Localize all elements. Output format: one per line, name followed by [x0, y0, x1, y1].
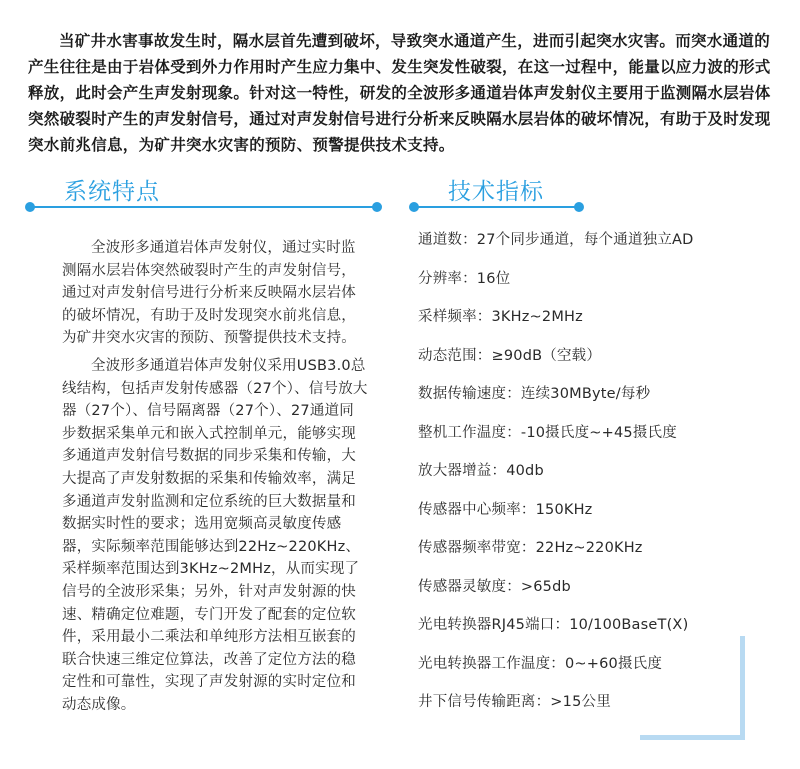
spec-item: 传感器频率带宽：22Hz~220KHz [418, 540, 643, 556]
spec-item: 放大器增益：40db [418, 463, 544, 479]
features-paragraph-2-text: 全波形多通道岩体声发射仪采用USB3.0总线结构，包括声发射传感器（27个）、信号放大器（27个）、信号隔离器（27个）、27通道同步数据采集单元和嵌入式控制单元，能够实现多通道声发射信号数据的同步采集和传输，大大提高了声发射数据的采集和传输效率，满足多通道声发射监测和定位系统的巨大数据量和数据实时性的要求；选用宽频高灵敏度传感器，实际频率范围能够达到22Hz~220KHz、采样频率范围达到3KHz~2MHz，从而实现了信号的全波形采集；另外，针对声发射源的快速、精确定位难题，专门开发了配套的定位软件，采用最小二乘法和单纯形方法相互嵌套的联合快速三维定位算法，改善了定位方法的稳定性和可靠性，实现了声发射源的实时定位和动态成像。 [62, 358, 368, 713]
spec-item: 传感器中心频率：150KHz [418, 501, 593, 518]
intro-paragraph: 当矿井水害事故发生时，隔水层首先遭到破坏，导致突水通道产生，进而引起突水灾害。而突水通道的产生往往是由于岩体受到外力作用时产生应力集中、发生突发性破裂，在这一过程中，能量以应力波的形式释放，此时会产生声发射现象。针对这一特性，研发的全波形多通道岩体声发射仪主要用于监测隔水层岩体突然破裂时产生的声发射信号，通过对声发射信号进行分析来反映隔水层岩体的破坏情况，有助于及时发现突水前兆信息，为矿井突水灾害的预防、预警提供技术支持。 [28, 32, 771, 154]
features-paragraph-1-text: 全波形多通道岩体声发射仪，通过实时监测隔水层岩体突然破裂时产生的声发射信号，通过对声发射信号进行分析来反映隔水层岩体的破坏情况，有助于及时发现突水前兆信息，为矿井突水灾害的预防、预警提供技术支持。 [62, 240, 356, 347]
spec-item: 动态范围：≥90dB（空载） [418, 347, 602, 364]
spec-item: 井下信号传输距离：>15公里 [418, 694, 611, 710]
features-line-end-dot [372, 202, 382, 212]
features-paragraph-2 [62, 355, 368, 717]
spec-item: 传感器灵敏度：>65db [418, 578, 571, 595]
spec-item: 光电转换器RJ45端口：10/100BaseT(X) [418, 617, 689, 633]
specs-list [418, 227, 694, 728]
corner-bracket-vertical [740, 636, 745, 740]
spec-item: 数据传输速度：连续30MByte/每秒 [418, 386, 651, 402]
spec-item: 分辨率：16位 [418, 270, 511, 287]
specs-title: 技术指标 [448, 179, 544, 205]
corner-bracket-horizontal [640, 735, 745, 740]
features-divider [30, 206, 376, 208]
specs-divider [414, 206, 578, 208]
features-paragraph-1 [62, 237, 368, 350]
specs-line-end-dot [574, 202, 584, 212]
spec-item: 光电转换器工作温度：0~+60摄氏度 [418, 655, 663, 672]
spec-item: 通道数：27个同步通道，每个通道独立AD [418, 232, 694, 248]
spec-item: 整机工作温度：-10摄氏度~+45摄氏度 [418, 424, 677, 441]
spec-item: 采样频率：3KHz~2MHz [418, 309, 583, 325]
features-title: 系统特点 [64, 179, 160, 205]
